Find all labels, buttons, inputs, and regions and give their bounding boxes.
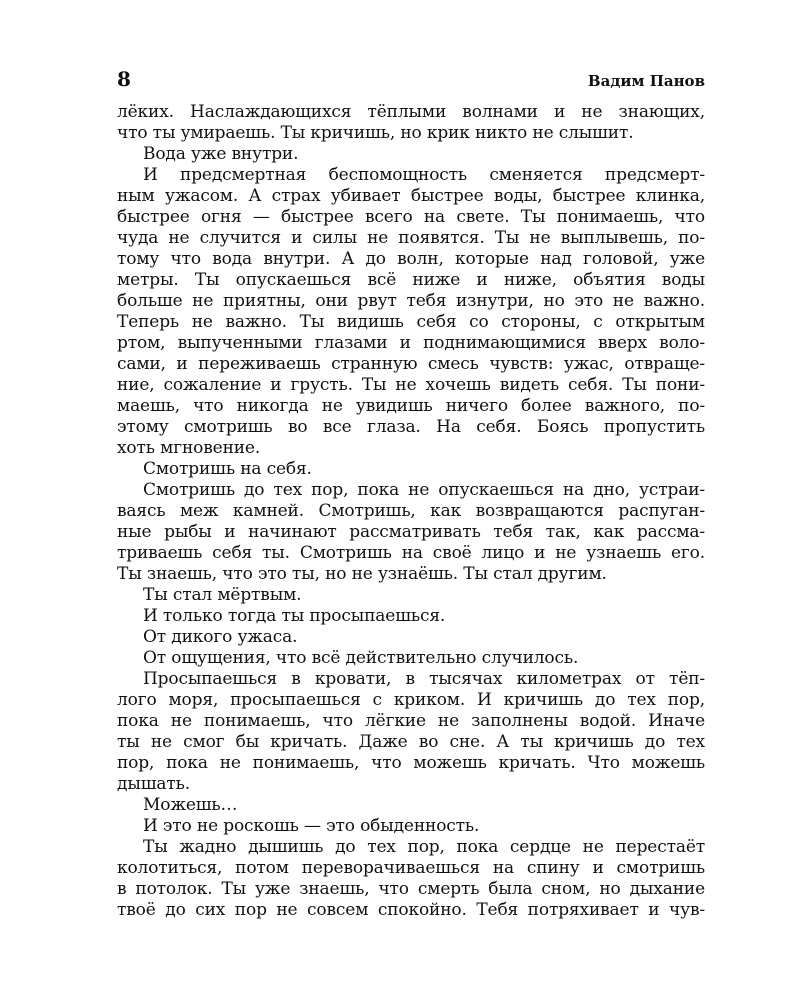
text-line: Ты жадно дышишь до тех пор, пока сердце не перестаёт <box>143 837 705 857</box>
text-line: в потолок. Ты уже знаешь, что смерть была сном, но дыхание <box>117 879 705 899</box>
text-line: быстрее огня — быстрее всего на свете. Ты понимаешь, что <box>117 207 705 227</box>
text-line: Смотришь до тех пор, пока не опускаешься на дно, устраи- <box>143 480 705 500</box>
text-line: дышать. <box>117 774 190 794</box>
text-line: лёких. Наслаждающихся тёплыми волнами и не знающих, <box>117 102 705 122</box>
text-line: ваясь меж камней. Смотришь, как возвращаются распуган- <box>117 501 705 521</box>
text-line: И только тогда ты просыпаешься. <box>143 606 446 626</box>
text-line: Просыпаешься в кровати, в тысячах километрах от тёп- <box>143 669 705 689</box>
text-line: триваешь себя ты. Смотришь на своё лицо и не узнаешь его. <box>117 543 705 563</box>
text-line: Смотришь на себя. <box>143 459 312 479</box>
running-head-author: Вадим Панов <box>587 72 705 90</box>
body-text <box>117 102 705 921</box>
text-line: маешь, что никогда не увидишь ничего более важного, по- <box>117 396 705 416</box>
text-line: что ты умираешь. Ты кричишь, но крик никто не слышит. <box>117 123 634 143</box>
text-line: пока не понимаешь, что лёгкие не заполнены водой. Иначе <box>117 711 705 731</box>
text-line: От ощущения, что всё действительно случилось. <box>143 648 579 668</box>
text-line: Ты стал мёртвым. <box>143 585 302 605</box>
text-line: От дикого ужаса. <box>143 627 298 647</box>
text-line: Можешь… <box>143 795 238 815</box>
book-page <box>117 66 705 921</box>
text-line: метры. Ты опускаешься всё ниже и ниже, объятия воды <box>117 270 705 290</box>
text-line: Теперь не важно. Ты видишь себя со стороны, с открытым <box>117 312 705 332</box>
text-line: Вода уже внутри. <box>143 144 299 164</box>
text-line: тому что вода внутри. А до волн, которые над головой, уже <box>117 249 705 269</box>
text-line: лого моря, просыпаешься с криком. И кричишь до тех пор, <box>117 690 705 710</box>
running-head <box>117 66 705 96</box>
text-line: хоть мгновение. <box>117 438 261 458</box>
text-line: И это не роскошь — это обыденность. <box>143 816 480 836</box>
text-line: ние, сожаление и грусть. Ты не хочешь видеть себя. Ты пони- <box>117 375 705 395</box>
text-line: Ты знаешь, что это ты, но не узнаёшь. Ты стал другим. <box>117 564 607 584</box>
text-line: пор, пока не понимаешь, что можешь кричать. Что можешь <box>117 753 705 773</box>
text-line: твоё до сих пор не совсем спокойно. Тебя потряхивает и чув- <box>117 900 705 920</box>
text-line: чуда не случится и силы не появятся. Ты не выплывешь, по- <box>117 228 705 248</box>
text-line: ным ужасом. А страх убивает быстрее воды, быстрее клинка, <box>117 186 705 206</box>
text-line: И предсмертная беспомощность сменяется предсмерт- <box>143 165 705 185</box>
page-number: 8 <box>117 67 131 91</box>
text-line: ты не смог бы кричать. Даже во сне. А ты кричишь до тех <box>117 732 705 752</box>
text-line: колотиться, потом переворачиваешься на спину и смотришь <box>117 858 705 878</box>
text-line: сами, и переживаешь странную смесь чувств: ужас, отвраще- <box>117 354 705 374</box>
text-line: больше не приятны, они рвут тебя изнутри, но это не важно. <box>117 291 705 311</box>
text-line: этому смотришь во все глаза. На себя. Боясь пропустить <box>117 417 705 437</box>
text-line: ртом, выпученными глазами и поднимающимися вверх воло- <box>117 333 705 353</box>
text-line: ные рыбы и начинают рассматривать тебя так, как рассма- <box>117 522 705 542</box>
